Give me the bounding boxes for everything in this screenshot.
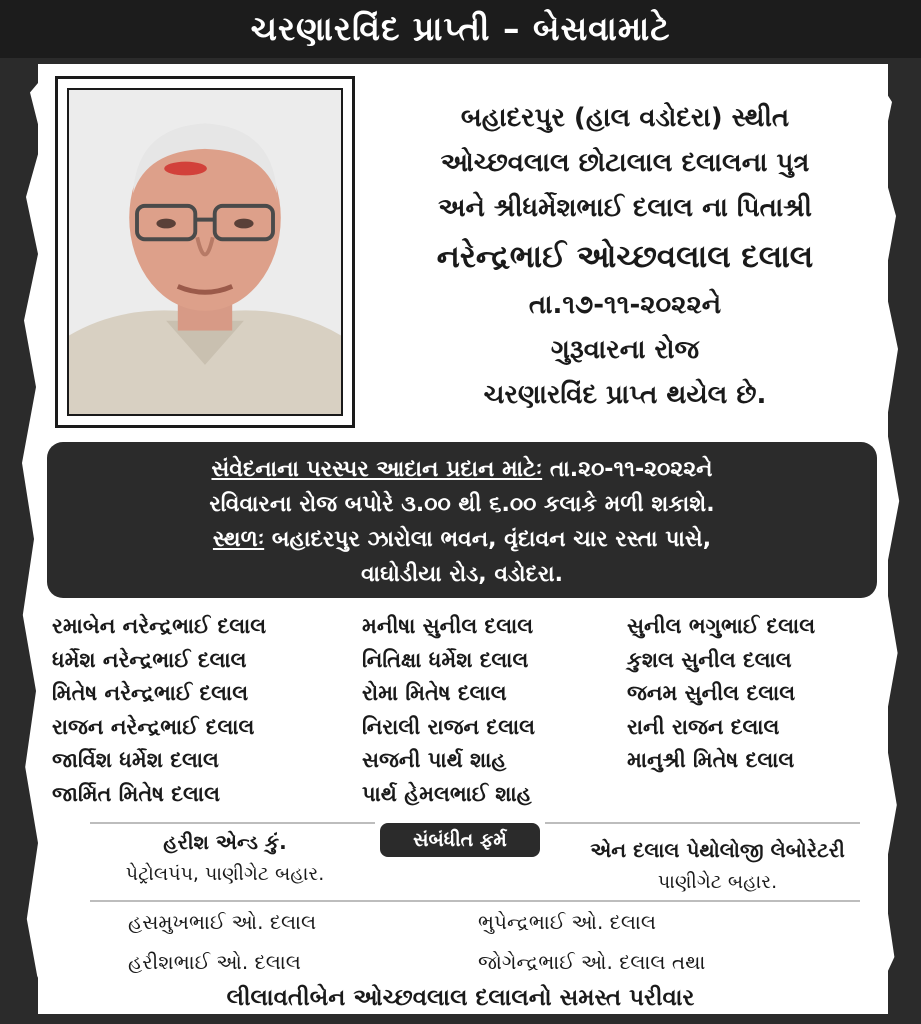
death-date: તા.૧૭-૧૧-૨૦૨૨ને: [528, 290, 722, 320]
divider-left: [90, 822, 375, 824]
family-member: હરીશભાઈ ઓ. દલાલ: [128, 950, 301, 974]
list-item: કુશલ સુનીલ દલાલ: [627, 647, 792, 672]
death-day: ગુરૂવારના રોજ: [550, 335, 700, 365]
list-item: જાર્વિશ ધર્મેશ દલાલ: [52, 748, 219, 772]
intro-line-residence: બહાદરપુર (હાલ વડોદરા) સ્થીત: [460, 103, 790, 133]
meeting-time: રવિવારના રોજ બપોરે ૩.૦૦ થી ૬.૦૦ કલાકે મળી શકાશે.: [209, 492, 715, 517]
list-item: મનીષા સુનીલ દલાલ: [362, 614, 534, 638]
intro-line-son: અને શ્રીધર્મેશભાઈ દલાલ ના પિતાશ્રી: [438, 193, 812, 223]
meeting-label: સંવેદનાના પરસ્પર આદાન પ્રદાન માટેઃ: [211, 457, 543, 482]
divider-right: [545, 822, 860, 824]
meeting-line-place: [47, 522, 877, 557]
firm-right-address: પાણીગેટ બહાર.: [657, 871, 778, 893]
meeting-details-panel: [47, 442, 877, 598]
death-statement: ચરણારવિંદ પ્રાપ્ત થયેલ છે.: [483, 380, 767, 410]
firm-left-address: પેટ્રોલપંપ, પાણીગેટ બહાર.: [125, 863, 325, 885]
list-item: રમાબેન નરેન્દ્રભાઈ દલાલ: [52, 614, 267, 638]
list-item: સજની પાર્થ શાહ: [362, 748, 507, 772]
firm-right: [545, 834, 890, 898]
list-item: રાજન નરેન્દ્રભાઈ દલાલ: [52, 714, 255, 739]
family-closing-line: લીલાવતીબેન ઓચ્છવલાલ દલાલનો સમસ્ત પરીવાર: [226, 985, 695, 1011]
list-item: માનુશ્રી મિતેષ દલાલ: [627, 748, 795, 772]
family-member: જોગેન્દ્રભાઈ ઓ. દલાલ તથા: [478, 950, 706, 974]
intro-line-father: ઓચ્છવલાલ છોટાલાલ દલાલના પુત્ર: [440, 148, 810, 178]
list-item: નિતિક્ષા ધર્મેશ દલાલ: [362, 647, 529, 672]
meeting-line-date: [47, 452, 877, 487]
list-item: જાર્મિત મિતેષ દલાલ: [52, 781, 220, 806]
intro-block: [365, 96, 885, 418]
meeting-place-road: વાઘોડીયા રોડ, વડોદરા.: [360, 562, 564, 587]
family-member: હસમુખભાઈ ઓ. દલાલ: [128, 910, 317, 934]
mourners-column-3: [627, 610, 815, 778]
firm-left: [70, 826, 380, 890]
meeting-place: બહાદરપુર ઝારોલા ભવન, વૃંદાવન ચાર રસ્તા પાસે,: [264, 527, 712, 552]
list-item: સુનીલ ભગુભાઈ દલાલ: [627, 614, 816, 638]
place-label: સ્થળઃ: [212, 527, 265, 552]
notice-title: ચરણારવિંદ પ્રાપ્તી – બેસવામાટે: [0, 0, 921, 58]
list-item: નિરાલી રાજન દલાલ: [362, 714, 536, 739]
firm-left-name: હરીશ એન્ડ કું.: [163, 830, 287, 854]
family-member: ભુપેન્દ્રભાઈ ઓ. દલાલ: [478, 910, 656, 934]
list-item: પાર્થ હેમલભાઈ શાહ: [362, 781, 532, 806]
mourners-column-2: [362, 610, 535, 811]
list-item: જનમ સુનીલ દલાલ: [627, 681, 796, 705]
mourners-column-1: [52, 610, 266, 811]
firm-right-name: એન દલાલ પેથોલોજી લેબોરેટરી: [590, 838, 845, 862]
list-item: રોમા મિતેષ દલાલ: [362, 681, 507, 705]
meeting-date: તા.૨૦-૧૧-૨૦૨૨ને: [542, 457, 713, 482]
related-firms-badge: સંબંધીત ફર્મ: [380, 823, 540, 857]
mourners-list: [52, 610, 892, 815]
list-item: ધર્મેશ નરેન્દ્રભાઈ દલાલ: [52, 647, 247, 672]
list-item: રાની રાજન દલાલ: [627, 714, 780, 739]
portrait-frame: [55, 76, 355, 428]
list-item: મિતેષ નરેન્દ્રભાઈ દલાલ: [52, 681, 249, 705]
portrait-photo: [67, 88, 343, 416]
portrait-illustration: [69, 90, 341, 414]
deceased-name: નરેન્દ્રભાઈ ઓચ્છવલાલ દલાલ: [436, 239, 814, 275]
